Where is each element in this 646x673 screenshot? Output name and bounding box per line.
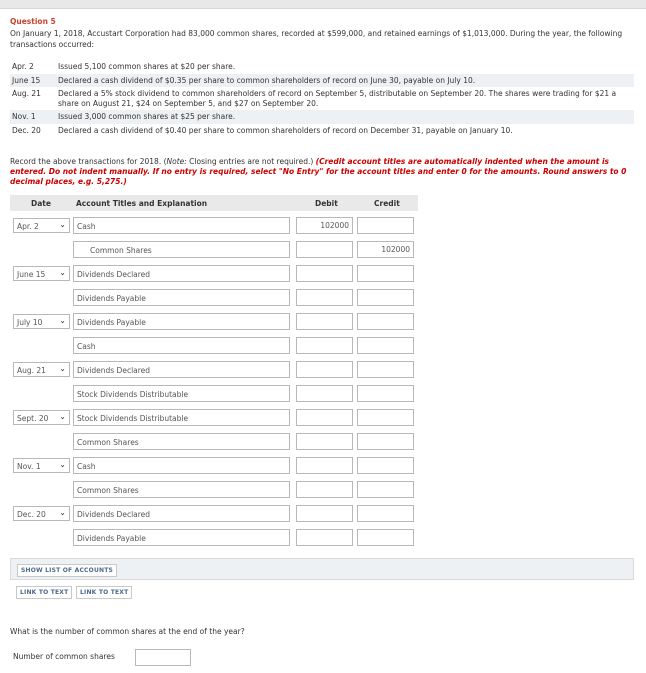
transaction-text: Declared a cash dividend of $0.35 per share to common shareholders of record on June 30, payable on July 10.	[58, 75, 476, 85]
transaction-row	[10, 60, 634, 74]
date-select[interactable]	[13, 314, 70, 329]
credit-input[interactable]	[357, 217, 414, 234]
account-title-field[interactable]: Dividends Payable	[73, 313, 290, 330]
debit-input[interactable]	[296, 385, 353, 402]
account-title-field[interactable]: Cash	[73, 457, 290, 474]
debit-input[interactable]	[296, 433, 353, 450]
credit-input[interactable]	[357, 289, 414, 306]
journal-row	[10, 433, 418, 452]
transaction-date: Nov. 1	[12, 112, 36, 121]
date-select-value: Sept. 20	[17, 414, 49, 423]
journal-row	[10, 529, 418, 548]
date-select-value: Apr. 2	[17, 222, 39, 231]
credit-input[interactable]	[357, 385, 414, 402]
header-account: Account Titles and Explanation	[76, 199, 208, 208]
question-2-text: What is the number of common shares at the end of the year?	[10, 627, 245, 636]
date-select[interactable]	[13, 506, 70, 521]
date-select-value: Aug. 21	[17, 366, 46, 375]
debit-input[interactable]	[296, 313, 353, 330]
chevron-down-icon: ⌄	[59, 508, 66, 517]
journal-row	[10, 457, 418, 476]
journal-row	[10, 409, 418, 428]
date-select[interactable]	[13, 458, 70, 473]
chevron-down-icon: ⌄	[59, 412, 66, 421]
accounts-panel	[10, 558, 634, 580]
credit-input[interactable]	[357, 481, 414, 498]
link-to-text-button-2[interactable]: LINK TO TEXT	[76, 586, 132, 599]
credit-input[interactable]	[357, 529, 414, 546]
header-credit: Credit	[374, 199, 400, 208]
credit-input[interactable]	[357, 433, 414, 450]
debit-input[interactable]	[296, 457, 353, 474]
chevron-down-icon: ⌄	[59, 460, 66, 469]
account-title-field[interactable]: Dividends Declared	[73, 361, 290, 378]
debit-input[interactable]	[296, 265, 353, 282]
credit-input[interactable]	[357, 337, 414, 354]
debit-input[interactable]	[296, 361, 353, 378]
debit-input[interactable]	[296, 481, 353, 498]
transaction-date: Apr. 2	[12, 62, 34, 71]
date-select-value: Nov. 1	[17, 462, 41, 471]
journal-row	[10, 385, 418, 404]
debit-input[interactable]	[296, 409, 353, 426]
account-title-field[interactable]: Dividends Declared	[73, 505, 290, 522]
date-select-value: Dec. 20	[17, 510, 46, 519]
transaction-text: Declared a cash dividend of $0.40 per share to common shareholders of record on December 31, payable on January 10.	[58, 125, 513, 135]
account-title-field[interactable]: Common Shares	[73, 241, 290, 258]
account-title-field[interactable]: Dividends Declared	[73, 265, 290, 282]
journal-header	[10, 195, 418, 211]
account-title-field[interactable]: Cash	[73, 217, 290, 234]
credit-input[interactable]	[357, 265, 414, 282]
chevron-down-icon: ⌄	[59, 268, 66, 277]
transactions-list	[10, 60, 634, 137]
transaction-text: Declared a 5% stock dividend to common shareholders of record on September 5, distributable on September 20. The shares were trading for $21 a share on August 21, $24 on September 5, and $27 on September 20.	[58, 89, 617, 108]
account-title-field[interactable]: Common Shares	[73, 481, 290, 498]
transaction-text: Issued 5,100 common shares at $20 per share.	[58, 62, 236, 71]
debit-input[interactable]	[296, 241, 353, 258]
account-title-field[interactable]: Cash	[73, 337, 290, 354]
chevron-down-icon: ⌄	[59, 220, 66, 229]
date-select-value: June 15	[17, 270, 46, 279]
journal-row	[10, 313, 418, 332]
show-list-of-accounts-button[interactable]: SHOW LIST OF ACCOUNTS	[17, 564, 117, 577]
transaction-date: June 15	[12, 75, 41, 85]
credit-input[interactable]	[357, 313, 414, 330]
account-title-field[interactable]: Dividends Payable	[73, 529, 290, 546]
instructions: Record the above transactions for 2018. (Note: Closing entries are not required.) (Credit account titles are automatically indented when the amount is entered. Do not indent manually. If no entry is required, select "No Entry" for the account titles and enter 0 for the amounts. Round answers to 0 decimal places, e.g. 5,275.)	[10, 157, 627, 186]
link-to-text-button-1[interactable]: LINK TO TEXT	[16, 586, 72, 599]
transaction-row	[10, 87, 634, 110]
debit-input[interactable]	[296, 505, 353, 522]
credit-input[interactable]	[357, 505, 414, 522]
chevron-down-icon: ⌄	[59, 364, 66, 373]
transaction-row	[10, 74, 634, 88]
journal-row	[10, 217, 418, 236]
account-title-field[interactable]: Stock Dividends Distributable	[73, 409, 290, 426]
transaction-row	[10, 110, 634, 124]
credit-input[interactable]	[357, 361, 414, 378]
transaction-date: Aug. 21	[12, 89, 41, 98]
journal-row	[10, 481, 418, 500]
debit-input[interactable]	[296, 529, 353, 546]
transaction-text: Issued 3,000 common shares at $25 per share.	[58, 112, 236, 121]
debit-input[interactable]: 102000	[296, 217, 353, 234]
question-intro: On January 1, 2018, Accustart Corporation had 83,000 common shares, recorded at $599,000, and retained earnings of $1,013,000. During the year, the following transactions occurred:	[10, 29, 623, 49]
credit-input[interactable]: 102000	[357, 241, 414, 258]
common-shares-label: Number of common shares	[13, 652, 115, 661]
journal-row	[10, 505, 418, 524]
journal-row	[10, 241, 418, 260]
account-title-field[interactable]: Dividends Payable	[73, 289, 290, 306]
journal-row	[10, 265, 418, 284]
top-bar	[0, 0, 646, 9]
credit-input[interactable]	[357, 457, 414, 474]
date-select[interactable]	[13, 266, 70, 281]
date-select[interactable]	[13, 410, 70, 425]
transaction-date: Dec. 20	[12, 125, 41, 135]
journal-row	[10, 337, 418, 356]
header-debit: Debit	[315, 199, 338, 208]
transaction-row	[10, 124, 634, 138]
date-select[interactable]	[13, 362, 70, 377]
debit-input[interactable]	[296, 289, 353, 306]
credit-input[interactable]	[357, 409, 414, 426]
common-shares-input[interactable]	[135, 649, 191, 666]
debit-input[interactable]	[296, 337, 353, 354]
account-title-field[interactable]: Common Shares	[73, 433, 290, 450]
question-title: Question 5	[10, 17, 56, 26]
journal-row	[10, 289, 418, 308]
header-date: Date	[31, 199, 51, 208]
date-select-value: July 10	[17, 318, 43, 327]
chevron-down-icon: ⌄	[59, 316, 66, 325]
date-select[interactable]	[13, 218, 70, 233]
account-title-field[interactable]: Stock Dividends Distributable	[73, 385, 290, 402]
journal-row	[10, 361, 418, 380]
